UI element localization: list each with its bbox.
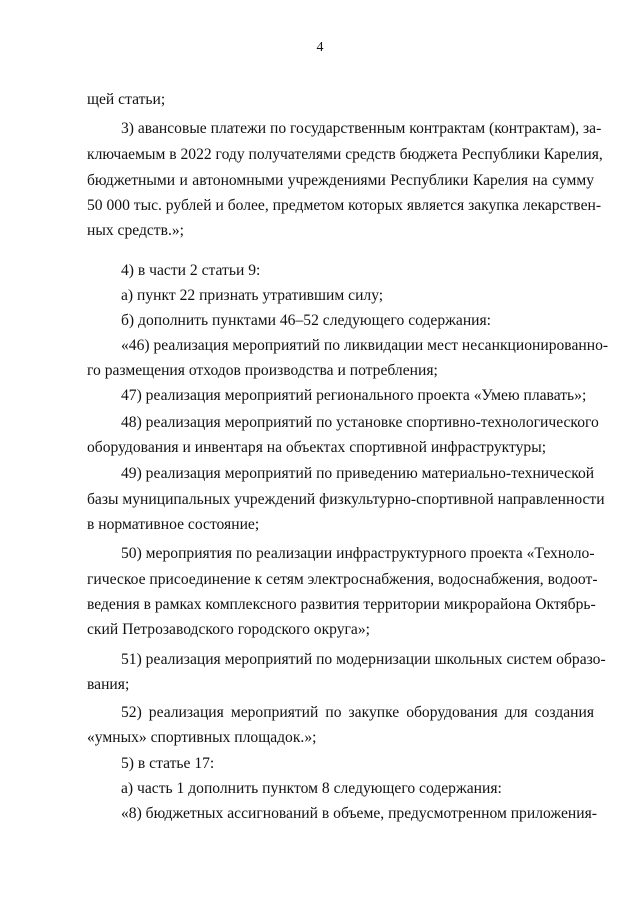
text-line: «умных» спортивных площадок.»; [87, 729, 317, 746]
text-line: «8) бюджетных ассигнований в объеме, предусмотренном приложения- [121, 805, 597, 822]
text-line: 3) авансовые платежи по государственным контрактам (контрактам), за- [121, 120, 602, 137]
text-line: 48) реализация мероприятий по установке спортивно-технологического [121, 414, 599, 431]
text-line: 4) в части 2 статьи 9: [121, 262, 261, 279]
text-line: а) пункт 22 признать утратившим силу; [121, 287, 384, 304]
text-line: 5) в статье 17: [121, 755, 215, 772]
text-line: оборудования и инвентаря на объектах спортивной инфраструктуры; [87, 439, 547, 456]
text-line: в нормативное состояние; [87, 516, 260, 533]
page-number: 4 [316, 40, 324, 55]
text-line: ключаемым в 2022 году получателями средств бюджета Республики Карелия, [87, 146, 603, 163]
text-line: «46) реализация мероприятий по ликвидации мест несанкционированно- [121, 337, 609, 354]
text-line: ведения в рамках комплексного развития территории микрорайона Октябрь- [87, 596, 596, 613]
text-line: 50 000 тыс. рублей и более, предметом которых является закупка лекарствен- [87, 197, 602, 214]
text-line: ский Петрозаводского городского округа»; [87, 621, 370, 638]
text-line: 47) реализация мероприятий регионального проекта «Умею плавать»; [121, 387, 587, 404]
text-line: щей статьи; [87, 91, 166, 108]
text-line: 50) мероприятия по реализации инфраструктурного проекта «Техноло- [121, 545, 595, 562]
text-line: базы муниципальных учреждений физкультурно-спортивной направленности [87, 491, 605, 508]
text-line: вания; [87, 676, 130, 693]
text-line: 52) реализация мероприятий по закупке оборудования для создания [121, 704, 594, 721]
text-line: гическое присоединение к сетям электроснабжения, водоснабжения, водоот- [87, 571, 598, 588]
text-line: го размещения отходов производства и потребления; [87, 362, 438, 379]
text-line: 49) реализация мероприятий по приведению материально-технической [121, 465, 595, 482]
text-line: бюджетными и автономными учреждениями Республики Карелия на сумму [87, 172, 594, 189]
text-line: 51) реализация мероприятий по модернизации школьных систем образо- [121, 651, 606, 668]
text-line: а) часть 1 дополнить пунктом 8 следующего содержания: [121, 780, 502, 797]
text-line: б) дополнить пунктами 46–52 следующего содержания: [121, 312, 492, 329]
text-line: ных средств.»; [87, 222, 185, 239]
